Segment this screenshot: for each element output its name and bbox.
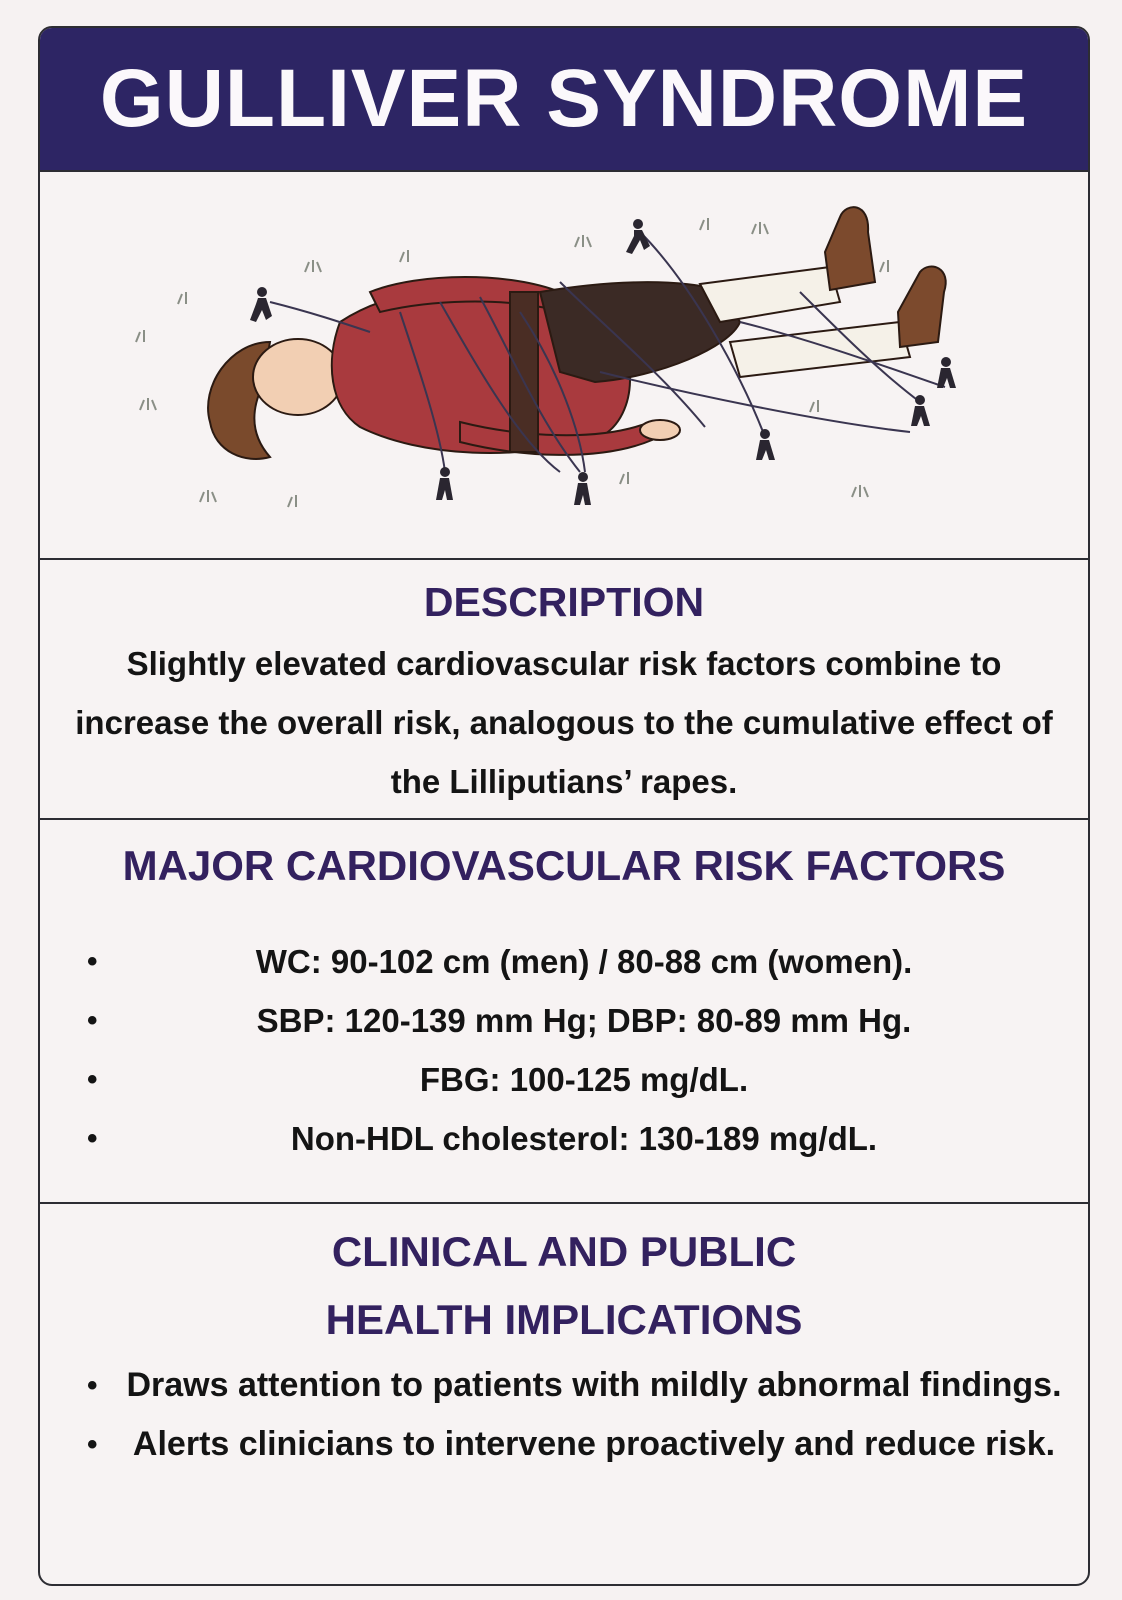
implication-text: Alerts clinicians to intervene proactively and reduce risk. bbox=[132, 1425, 1056, 1463]
bullet-icon: • bbox=[87, 1428, 98, 1461]
list-item bbox=[40, 991, 1088, 1050]
risk-factor-text: WC: 90-102 cm (men) / 80-88 cm (women). bbox=[255, 943, 913, 980]
gulliver-tied-down-illustration-icon bbox=[40, 172, 1088, 558]
list-item bbox=[40, 1415, 1088, 1474]
risk-factor-text: Non-HDL cholesterol: 130-189 mg/dL. bbox=[290, 1120, 878, 1157]
page-title: GULLIVER SYNDROME bbox=[99, 53, 1029, 144]
description-heading: DESCRIPTION bbox=[423, 579, 705, 625]
boot-icon bbox=[898, 266, 946, 347]
boot-icon bbox=[825, 207, 875, 290]
bullet-icon: • bbox=[87, 1122, 98, 1155]
implication-text: Draws attention to patients with mildly abnormal findings. bbox=[126, 1366, 1062, 1404]
illustration-panel bbox=[40, 172, 1088, 560]
bullet-icon: • bbox=[87, 1369, 98, 1402]
description-text: Slightly elevated cardiovascular risk factors combine to increase the overall risk, analogous to the cumulative effect of the Lilliputians’ rapes. bbox=[75, 645, 1053, 800]
implications-heading-line2: HEALTH IMPLICATIONS bbox=[325, 1296, 803, 1343]
list-item bbox=[40, 1109, 1088, 1168]
implications-heading-line1: CLINICAL AND PUBLIC bbox=[331, 1228, 797, 1275]
risk-factor-text: FBG: 100-125 mg/dL. bbox=[419, 1061, 749, 1098]
risk-factors-heading: MAJOR CARDIOVASCULAR RISK FACTORS bbox=[122, 842, 1006, 889]
list-item bbox=[40, 1356, 1088, 1415]
description-section bbox=[40, 560, 1088, 820]
bullet-icon: • bbox=[87, 945, 98, 978]
implications-list bbox=[40, 1356, 1088, 1474]
list-item bbox=[40, 932, 1088, 991]
risk-factors-list bbox=[40, 932, 1088, 1168]
risk-factors-section bbox=[40, 820, 1088, 1204]
implications-section bbox=[40, 1204, 1088, 1584]
bullet-icon: • bbox=[87, 1063, 98, 1096]
bullet-icon: • bbox=[87, 1004, 98, 1037]
risk-factor-text: SBP: 120-139 mm Hg; DBP: 80-89 mm Hg. bbox=[256, 1002, 912, 1039]
head-icon bbox=[253, 339, 343, 415]
title-banner bbox=[40, 28, 1088, 172]
info-card bbox=[38, 26, 1090, 1586]
list-item bbox=[40, 1050, 1088, 1109]
implications-heading bbox=[40, 1204, 1088, 1354]
